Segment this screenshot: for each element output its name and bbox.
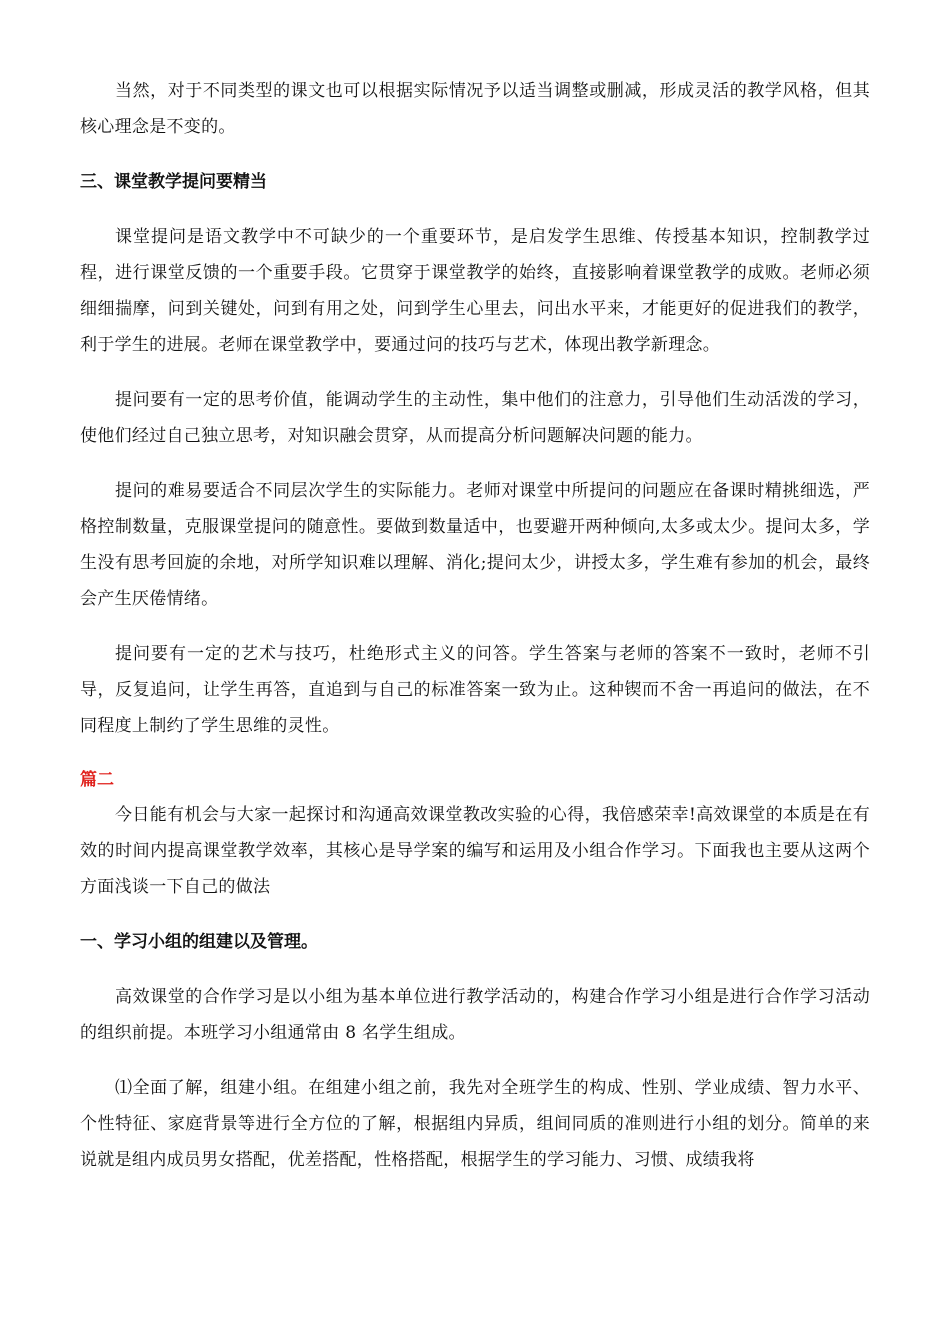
document-page [80,73,870,1197]
paragraph-cooperative-learning: 高效课堂的合作学习是以小组为基本单位进行教学活动的，构建合作学习小组是进行合作学习活动的组织前提。本班学习小组通常由 8 名学生组成。 [80,987,870,1043]
paragraph-efficient-classroom-intro: 今日能有机会与大家一起探讨和沟通高效课堂教改实验的心得，我倍感荣幸!高效课堂的本质是在有效的时间内提高课堂教学效率，其核心是导学案的编写和运用及小组合作学习。下面我也主要从这两个方面浅谈一下自己的做法 [80,805,870,897]
paragraph-questioning-difficulty: 提问的难易要适合不同层次学生的实际能力。老师对课堂中所提问的问题应在备课时精挑细选，严格控制数量，克服课堂提问的随意性。要做到数量适中，也要避开两种倾向,太多或太少。提问太多，学生没有思考回旋的余地，对所学知识难以理解、消化;提问太少，讲授太多，学生难有参加的机会，最终会产生厌倦情绪。 [80,481,870,609]
section-title-part-two: 篇二 [80,770,114,790]
paragraph-flexible-style: 当然，对于不同类型的课文也可以根据实际情况予以适当调整或删减，形成灵活的教学风格，但其核心理念是不变的。 [80,81,870,137]
paragraph-questioning-value: 提问要有一定的思考价值，能调动学生的主动性，集中他们的注意力，引导他们生动活泼的学习，使他们经过自己独立思考，对知识融会贯穿，从而提高分析问题解决问题的能力。 [80,390,870,446]
heading-classroom-questioning: 三、课堂教学提问要精当 [80,172,267,192]
paragraph-questioning-importance: 课堂提问是语文教学中不可缺少的一个重要环节，是启发学生思维、传授基本知识，控制教学过程，进行课堂反馈的一个重要手段。它贯穿于课堂教学的始终，直接影响着课堂教学的成败。老师必须细细揣摩，问到关键处，问到有用之处，问到学生心里去，问出水平来，才能更好的促进我们的教学，利于学生的进展。老师在课堂教学中，要通过问的技巧与艺术，体现出教学新理念。 [80,227,870,355]
paragraph-group-formation: ⑴全面了解，组建小组。在组建小组之前，我先对全班学生的构成、性别、学业成绩、智力水平、个性特征、家庭背景等进行全方位的了解，根据组内异质，组间同质的准则进行小组的划分。简单的来说就是组内成员男女搭配，优差搭配，性格搭配，根据学生的学习能力、习惯、成绩我将 [80,1078,870,1170]
paragraph-questioning-art: 提问要有一定的艺术与技巧，杜绝形式主义的问答。学生答案与老师的答案不一致时，老师不引导，反复追问，让学生再答，直追到与自己的标准答案一致为止。这种锲而不舍一再追问的做法，在不同程度上制约了学生思维的灵性。 [80,644,870,736]
heading-study-group-building: 一、学习小组的组建以及管理。 [80,932,318,952]
